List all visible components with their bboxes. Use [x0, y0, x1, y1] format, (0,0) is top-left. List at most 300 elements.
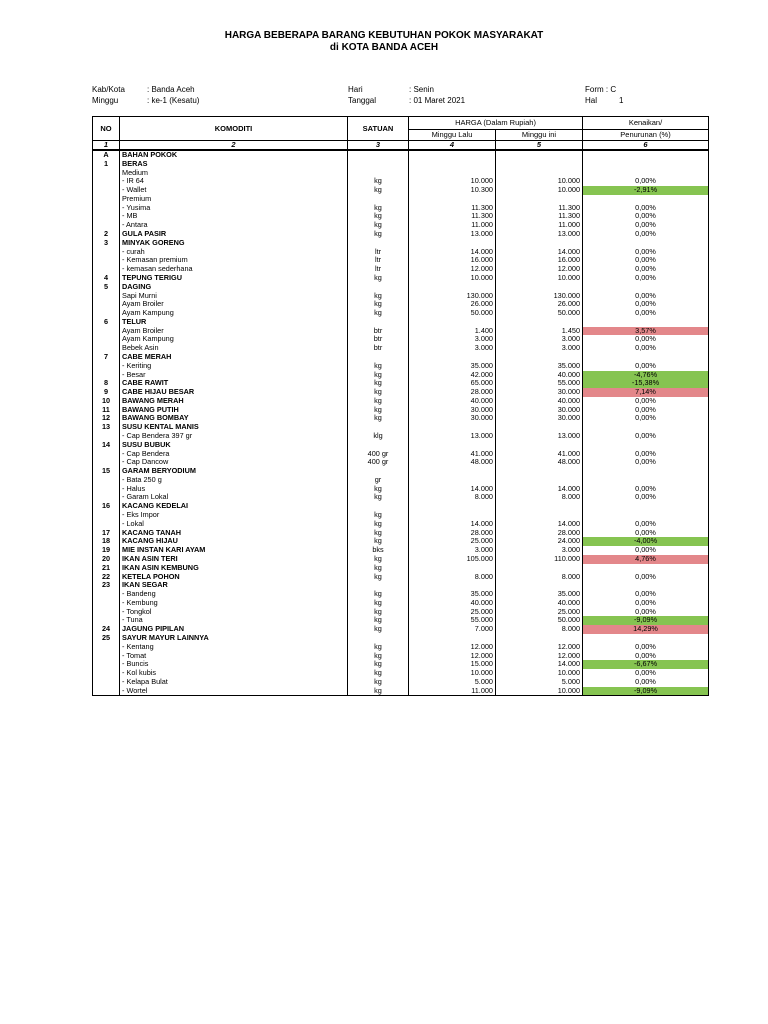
row-no — [93, 169, 120, 178]
row-minggu-lalu: 12.000 — [409, 265, 496, 274]
row-komoditi: TEPUNG TERIGU — [120, 274, 348, 283]
row-minggu-ini: 26.000 — [496, 300, 583, 309]
row-satuan: kg — [348, 608, 409, 617]
row-satuan: kg — [348, 643, 409, 652]
row-minggu-ini: 3.000 — [496, 335, 583, 344]
row-minggu-ini: 28.000 — [496, 529, 583, 538]
row-no — [93, 300, 120, 309]
row-no — [93, 493, 120, 502]
row-minggu-lalu: 10.000 — [409, 669, 496, 678]
row-perubahan: 0,00% — [583, 450, 709, 459]
row-perubahan: 0,00% — [583, 458, 709, 467]
row-no: 22 — [93, 573, 120, 582]
row-perubahan: 0,00% — [583, 300, 709, 309]
row-minggu-lalu: 28.000 — [409, 529, 496, 538]
row-perubahan: 0,00% — [583, 608, 709, 617]
row-minggu-ini: 40.000 — [496, 397, 583, 406]
report-subtitle: di KOTA BANDA ACEH — [329, 42, 439, 53]
row-no — [93, 212, 120, 221]
row-perubahan: -4,00% — [583, 537, 709, 546]
table-row — [93, 204, 709, 213]
row-perubahan: 0,00% — [583, 344, 709, 353]
row-komoditi: CABE MERAH — [120, 353, 348, 362]
table-row — [93, 414, 709, 423]
row-komoditi: - Kemasan premium — [120, 256, 348, 265]
row-perubahan: 0,00% — [583, 256, 709, 265]
row-satuan: kg — [348, 564, 409, 573]
row-satuan: bks — [348, 546, 409, 555]
row-minggu-ini: 10.000 — [496, 669, 583, 678]
row-no — [93, 669, 120, 678]
table-row — [93, 625, 709, 634]
row-komoditi: BAWANG MERAH — [120, 397, 348, 406]
row-satuan — [348, 581, 409, 590]
row-komoditi: - Wallet — [120, 186, 348, 195]
row-no — [93, 485, 120, 494]
row-perubahan — [583, 239, 709, 248]
row-satuan: kg — [348, 397, 409, 406]
row-komoditi: - Tuna — [120, 616, 348, 625]
row-no — [93, 476, 120, 485]
row-perubahan: -15,38% — [583, 379, 709, 388]
row-perubahan: 0,00% — [583, 406, 709, 415]
row-komoditi: BAWANG PUTIH — [120, 406, 348, 415]
table-row — [93, 564, 709, 573]
table-row — [93, 318, 709, 327]
row-minggu-ini — [496, 160, 583, 169]
row-satuan: kg — [348, 511, 409, 520]
row-komoditi: Sapi Murni — [120, 292, 348, 301]
row-minggu-ini — [496, 150, 583, 160]
row-perubahan — [583, 423, 709, 432]
row-satuan: kg — [348, 590, 409, 599]
row-minggu-lalu: 13.000 — [409, 230, 496, 239]
row-satuan: kg — [348, 660, 409, 669]
row-no — [93, 221, 120, 230]
row-satuan: kg — [348, 555, 409, 564]
table-row — [93, 169, 709, 178]
row-komoditi: - Buncis — [120, 660, 348, 669]
row-perubahan: 0,00% — [583, 265, 709, 274]
price-table — [92, 116, 709, 696]
row-satuan: kg — [348, 520, 409, 529]
row-no: 3 — [93, 239, 120, 248]
row-no: 20 — [93, 555, 120, 564]
tanggal-label: Tanggal — [348, 96, 377, 105]
table-row — [93, 379, 709, 388]
row-komoditi: SAYUR MAYUR LAINNYA — [120, 634, 348, 643]
table-row — [93, 476, 709, 485]
row-minggu-lalu: 35.000 — [409, 362, 496, 371]
row-komoditi: KACANG KEDELAI — [120, 502, 348, 511]
row-minggu-lalu: 48.000 — [409, 458, 496, 467]
row-no — [93, 177, 120, 186]
row-minggu-ini: 14.000 — [496, 520, 583, 529]
row-minggu-lalu — [409, 511, 496, 520]
row-minggu-ini: 30.000 — [496, 414, 583, 423]
row-minggu-ini: 12.000 — [496, 652, 583, 661]
row-satuan: kg — [348, 652, 409, 661]
row-perubahan: -9,09% — [583, 687, 709, 696]
row-satuan — [348, 502, 409, 511]
table-row — [93, 300, 709, 309]
header-penurunan: Penurunan (%) — [583, 130, 709, 141]
row-minggu-lalu: 40.000 — [409, 397, 496, 406]
row-minggu-ini: 8.000 — [496, 493, 583, 502]
row-satuan: kg — [348, 678, 409, 687]
row-satuan: kg — [348, 388, 409, 397]
row-minggu-lalu: 25.000 — [409, 537, 496, 546]
row-satuan: kg — [348, 300, 409, 309]
header-minggu-ini: Minggu ini — [496, 130, 583, 141]
table-row — [93, 537, 709, 546]
row-komoditi: - Tongkol — [120, 608, 348, 617]
row-satuan — [348, 353, 409, 362]
row-satuan: kg — [348, 186, 409, 195]
row-perubahan: -9,09% — [583, 616, 709, 625]
row-satuan — [348, 150, 409, 160]
row-komoditi: DAGING — [120, 283, 348, 292]
table-row — [93, 432, 709, 441]
table-row — [93, 265, 709, 274]
row-minggu-ini: 10.000 — [496, 274, 583, 283]
hal-label: Hal — [585, 96, 598, 105]
row-perubahan: -2,91% — [583, 186, 709, 195]
row-minggu-lalu: 26.000 — [409, 300, 496, 309]
row-satuan: kg — [348, 537, 409, 546]
row-minggu-lalu — [409, 195, 496, 204]
row-minggu-lalu — [409, 169, 496, 178]
table-row — [93, 458, 709, 467]
row-minggu-ini — [496, 467, 583, 476]
row-komoditi: - Yusima — [120, 204, 348, 213]
row-minggu-lalu: 13.000 — [409, 432, 496, 441]
row-minggu-ini: 10.000 — [496, 687, 583, 696]
row-no — [93, 616, 120, 625]
row-satuan: kg — [348, 687, 409, 696]
row-perubahan: 0,00% — [583, 248, 709, 257]
row-minggu-ini: 13.000 — [496, 432, 583, 441]
row-satuan: kg — [348, 204, 409, 213]
row-no — [93, 344, 120, 353]
row-perubahan: 7,14% — [583, 388, 709, 397]
row-komoditi: - Halus — [120, 485, 348, 494]
row-perubahan — [583, 634, 709, 643]
row-minggu-lalu: 65.000 — [409, 379, 496, 388]
table-row — [93, 546, 709, 555]
table-row — [93, 678, 709, 687]
row-komoditi: BERAS — [120, 160, 348, 169]
row-no — [93, 204, 120, 213]
row-minggu-ini: 10.000 — [496, 177, 583, 186]
row-minggu-lalu: 3.000 — [409, 546, 496, 555]
row-satuan — [348, 239, 409, 248]
row-perubahan: 0,00% — [583, 493, 709, 502]
header-satuan: SATUAN — [348, 117, 409, 141]
row-satuan: btr — [348, 344, 409, 353]
row-komoditi: Ayam Broiler — [120, 327, 348, 336]
table-row — [93, 239, 709, 248]
row-satuan: ltr — [348, 265, 409, 274]
row-minggu-ini — [496, 318, 583, 327]
table-row — [93, 195, 709, 204]
row-perubahan: 3,57% — [583, 327, 709, 336]
row-minggu-lalu: 1.400 — [409, 327, 496, 336]
row-satuan — [348, 169, 409, 178]
form-label: Form : C — [585, 85, 617, 94]
row-minggu-ini: 50.000 — [496, 309, 583, 318]
row-satuan — [348, 634, 409, 643]
row-perubahan — [583, 564, 709, 573]
row-minggu-lalu: 11.300 — [409, 212, 496, 221]
row-perubahan: 0,00% — [583, 590, 709, 599]
row-komoditi: - Kentang — [120, 643, 348, 652]
row-no: 14 — [93, 441, 120, 450]
row-no — [93, 450, 120, 459]
row-no — [93, 371, 120, 380]
row-komoditi: - Kembung — [120, 599, 348, 608]
row-minggu-lalu: 5.000 — [409, 678, 496, 687]
row-satuan: kg — [348, 274, 409, 283]
row-perubahan: 0,00% — [583, 432, 709, 441]
table-row — [93, 150, 709, 160]
row-no — [93, 362, 120, 371]
row-minggu-ini — [496, 581, 583, 590]
row-perubahan: 14,29% — [583, 625, 709, 634]
row-minggu-lalu — [409, 283, 496, 292]
row-minggu-ini: 24.000 — [496, 537, 583, 546]
row-minggu-lalu: 14.000 — [409, 520, 496, 529]
row-minggu-lalu — [409, 423, 496, 432]
row-komoditi: - kemasan sederhana — [120, 265, 348, 274]
row-no: 23 — [93, 581, 120, 590]
table-row — [93, 616, 709, 625]
row-komoditi: KETELA POHON — [120, 573, 348, 582]
row-perubahan — [583, 160, 709, 169]
kab-label: Kab/Kota — [92, 85, 125, 94]
row-minggu-ini: 12.000 — [496, 265, 583, 274]
row-minggu-ini: 5.000 — [496, 678, 583, 687]
table-row — [93, 520, 709, 529]
row-komoditi: - Garam Lokal — [120, 493, 348, 502]
row-perubahan — [583, 441, 709, 450]
row-komoditi: - Besar — [120, 371, 348, 380]
row-minggu-ini: 10.000 — [496, 186, 583, 195]
row-satuan: kg — [348, 362, 409, 371]
row-no: 7 — [93, 353, 120, 362]
row-satuan: kg — [348, 529, 409, 538]
row-perubahan: 0,00% — [583, 177, 709, 186]
row-minggu-lalu — [409, 467, 496, 476]
table-row — [93, 327, 709, 336]
row-minggu-ini: 35.000 — [496, 362, 583, 371]
row-minggu-lalu — [409, 441, 496, 450]
row-minggu-ini: 11.000 — [496, 221, 583, 230]
row-komoditi: JAGUNG PIPILAN — [120, 625, 348, 634]
row-minggu-ini: 11.300 — [496, 204, 583, 213]
row-minggu-ini — [496, 441, 583, 450]
row-satuan — [348, 467, 409, 476]
row-perubahan — [583, 511, 709, 520]
row-perubahan — [583, 467, 709, 476]
row-perubahan: 0,00% — [583, 335, 709, 344]
row-komoditi: - Lokal — [120, 520, 348, 529]
table-row — [93, 441, 709, 450]
row-minggu-lalu: 8.000 — [409, 493, 496, 502]
row-no — [93, 608, 120, 617]
row-satuan: ltr — [348, 256, 409, 265]
hari-label: Hari — [348, 85, 363, 94]
row-komoditi: IKAN ASIN TERI — [120, 555, 348, 564]
table-row — [93, 467, 709, 476]
row-perubahan: 0,00% — [583, 669, 709, 678]
table-row — [93, 221, 709, 230]
row-komoditi: - Keriting — [120, 362, 348, 371]
row-komoditi: - Cap Dancow — [120, 458, 348, 467]
row-minggu-lalu: 14.000 — [409, 485, 496, 494]
table-row — [93, 371, 709, 380]
row-minggu-lalu — [409, 502, 496, 511]
row-no: 6 — [93, 318, 120, 327]
row-satuan: kg — [348, 485, 409, 494]
row-minggu-ini — [496, 169, 583, 178]
row-perubahan: 0,00% — [583, 204, 709, 213]
row-no: 4 — [93, 274, 120, 283]
row-komoditi: BAWANG BOMBAY — [120, 414, 348, 423]
row-no: 11 — [93, 406, 120, 415]
table-row — [93, 274, 709, 283]
row-komoditi: IKAN ASIN KEMBUNG — [120, 564, 348, 573]
row-komoditi: Medium — [120, 169, 348, 178]
header-index: 3 — [348, 141, 409, 151]
row-komoditi: - Eks Impor — [120, 511, 348, 520]
header-minggu-lalu: Minggu Lalu — [409, 130, 496, 141]
table-row — [93, 248, 709, 257]
row-perubahan: 0,00% — [583, 397, 709, 406]
row-minggu-ini: 40.000 — [496, 599, 583, 608]
row-minggu-lalu: 10.300 — [409, 186, 496, 195]
row-perubahan — [583, 169, 709, 178]
row-no: 12 — [93, 414, 120, 423]
row-minggu-lalu: 3.000 — [409, 335, 496, 344]
row-minggu-lalu: 11.300 — [409, 204, 496, 213]
row-komoditi: - Antara — [120, 221, 348, 230]
row-minggu-lalu: 15.000 — [409, 660, 496, 669]
row-no — [93, 652, 120, 661]
row-satuan: 400 gr — [348, 450, 409, 459]
row-perubahan: 0,00% — [583, 362, 709, 371]
report-title: HARGA BEBERAPA BARANG KEBUTUHAN POKOK MASYARAKAT — [224, 30, 544, 41]
row-minggu-ini: 30.000 — [496, 406, 583, 415]
table-row — [93, 283, 709, 292]
row-minggu-lalu: 10.000 — [409, 274, 496, 283]
row-no: 19 — [93, 546, 120, 555]
table-row — [93, 256, 709, 265]
row-satuan: kg — [348, 616, 409, 625]
minggu-label: Minggu — [92, 96, 119, 105]
row-komoditi: - curah — [120, 248, 348, 257]
row-perubahan: 0,00% — [583, 643, 709, 652]
row-komoditi: - MB — [120, 212, 348, 221]
row-komoditi: Premium — [120, 195, 348, 204]
table-row — [93, 643, 709, 652]
row-satuan: kg — [348, 406, 409, 415]
header-index: 4 — [409, 141, 496, 151]
row-no — [93, 511, 120, 520]
table-row — [93, 660, 709, 669]
row-satuan: kg — [348, 292, 409, 301]
header-komoditi: KOMODITI — [120, 117, 348, 141]
table-row — [93, 353, 709, 362]
row-perubahan: 0,00% — [583, 292, 709, 301]
table-row — [93, 186, 709, 195]
row-perubahan: 0,00% — [583, 520, 709, 529]
row-satuan: kg — [348, 177, 409, 186]
table-row — [93, 335, 709, 344]
row-minggu-lalu — [409, 160, 496, 169]
header-kenaikan: Kenaikan/ — [583, 117, 709, 130]
table-row — [93, 397, 709, 406]
table-row — [93, 634, 709, 643]
table-row — [93, 493, 709, 502]
row-no — [93, 327, 120, 336]
row-komoditi: - Cap Bendera — [120, 450, 348, 459]
row-komoditi: - Kelapa Bulat — [120, 678, 348, 687]
row-no: 8 — [93, 379, 120, 388]
row-no — [93, 195, 120, 204]
row-minggu-lalu: 41.000 — [409, 450, 496, 459]
row-perubahan — [583, 283, 709, 292]
row-minggu-ini: 16.000 — [496, 256, 583, 265]
table-row — [93, 608, 709, 617]
row-minggu-lalu — [409, 581, 496, 590]
row-perubahan — [583, 581, 709, 590]
table-body — [93, 150, 709, 696]
row-minggu-lalu: 25.000 — [409, 608, 496, 617]
row-komoditi: TELUR — [120, 318, 348, 327]
row-minggu-ini: 3.000 — [496, 546, 583, 555]
row-satuan — [348, 423, 409, 432]
row-satuan: kg — [348, 309, 409, 318]
minggu-value: : ke-1 (Kesatu) — [147, 96, 200, 105]
row-minggu-lalu: 7.000 — [409, 625, 496, 634]
row-no: 17 — [93, 529, 120, 538]
row-komoditi: Ayam Broiler — [120, 300, 348, 309]
row-satuan — [348, 441, 409, 450]
row-minggu-ini — [496, 476, 583, 485]
table-row — [93, 573, 709, 582]
row-minggu-lalu: 28.000 — [409, 388, 496, 397]
row-satuan — [348, 195, 409, 204]
row-minggu-ini: 1.450 — [496, 327, 583, 336]
row-minggu-lalu: 14.000 — [409, 248, 496, 257]
row-minggu-ini: 13.000 — [496, 230, 583, 239]
header-index: 6 — [583, 141, 709, 151]
row-komoditi: Ayam Kampung — [120, 309, 348, 318]
row-minggu-lalu: 12.000 — [409, 652, 496, 661]
row-minggu-lalu: 8.000 — [409, 573, 496, 582]
row-komoditi: Bebek Asin — [120, 344, 348, 353]
row-komoditi: CABE HIJAU BESAR — [120, 388, 348, 397]
row-no: 1 — [93, 160, 120, 169]
row-minggu-ini: 8.000 — [496, 573, 583, 582]
row-komoditi: Ayam Kampung — [120, 335, 348, 344]
row-perubahan: 0,00% — [583, 678, 709, 687]
row-no: 5 — [93, 283, 120, 292]
row-satuan — [348, 283, 409, 292]
row-perubahan: 0,00% — [583, 414, 709, 423]
row-minggu-ini: 130.000 — [496, 292, 583, 301]
